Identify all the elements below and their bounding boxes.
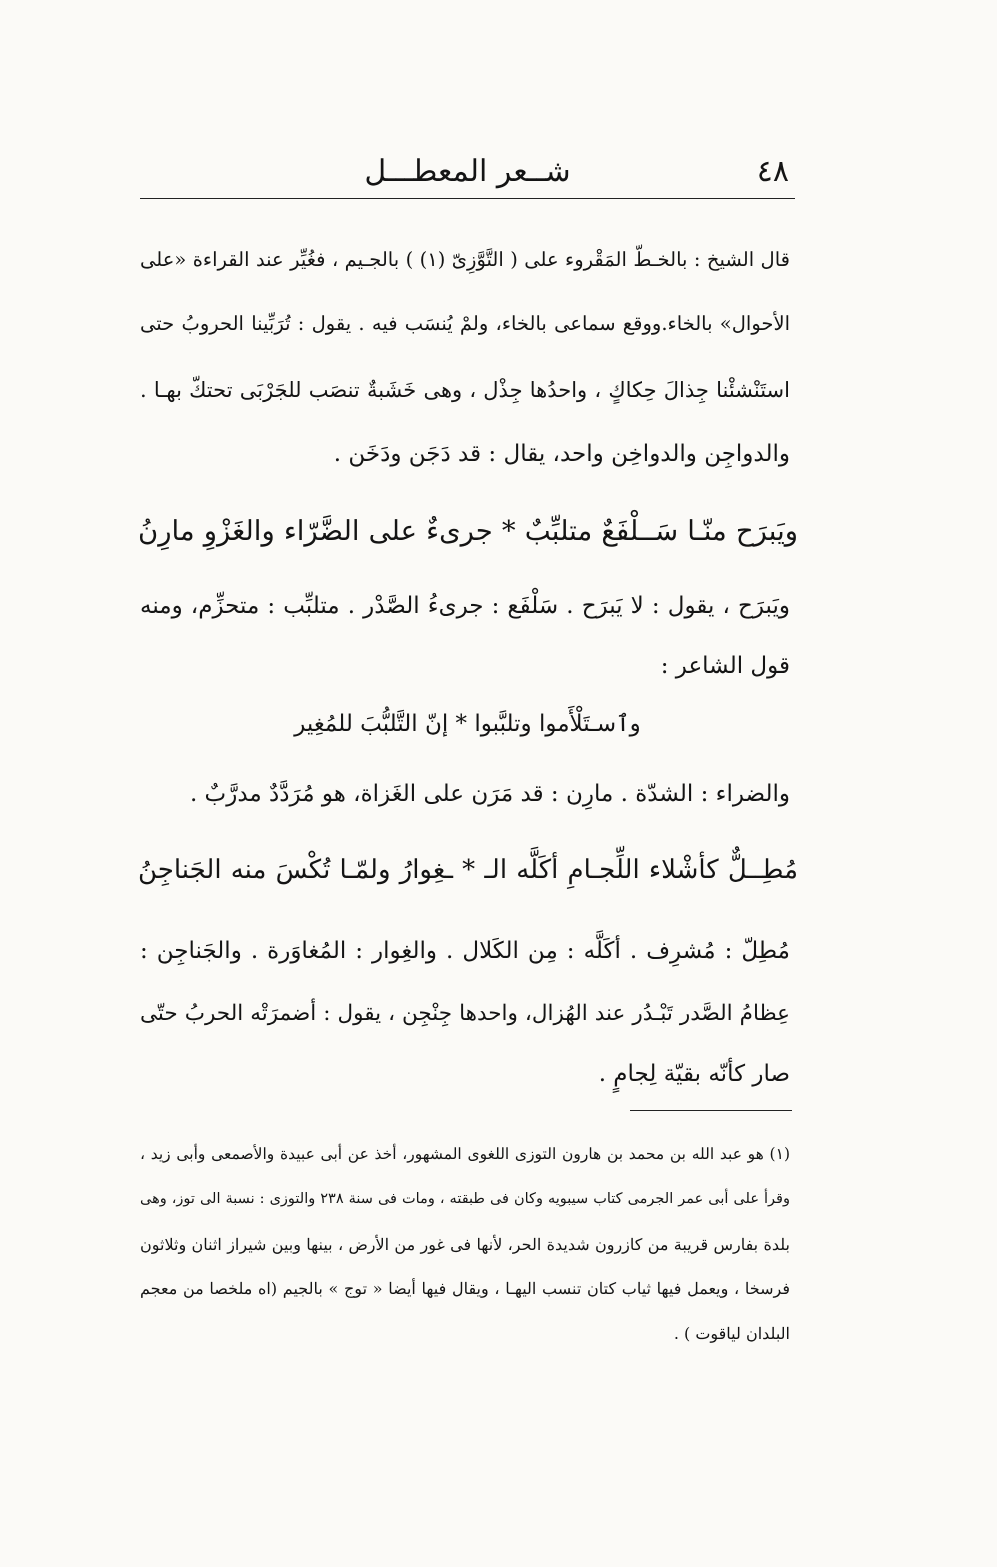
- page-header: [140, 150, 795, 200]
- body-line: عِظامُ الصَّدر تَبْـدُر عند الهُزال، واحدها جِنْجِن ، يقول : أضمرَتْه الحربُ حتّى: [140, 1001, 790, 1026]
- verse-line: ويَبرَح منّـا سَــلْفَعٌ متلبِّبٌ * جرىءٌ على الضَّرّاء والغَزْوِ مارِنُ: [138, 515, 798, 547]
- body-line: قال الشيخ : بالخـطّ المَقْروء على ( التَّوَّزِىّ (١) ) بالجـيم ، فغُيِّر عند القراءة «على: [140, 248, 790, 271]
- body-line: ويَبرَح ، يقول : لا يَبرَح . سَلْفَع : جرىءُ الصَّدْر . متلبِّب : متحزِّم، ومنه: [140, 593, 790, 619]
- body-line: استَنْشئْنا جِذالَ حِكاكٍ ، واحدُها جِذْل ، وهى خَشَبةٌ تنصَب للجَرْبَى تحتكّ بهـا .: [140, 378, 790, 402]
- body-line: صار كأنّه بقيّة لِجامٍ .: [598, 1061, 790, 1087]
- running-title: شــعر المعطـــل: [364, 154, 571, 189]
- footnote-line: بلدة بفارس قريبة من كازرون شديدة الحر، لأنها فى غور من الأرض ، بينها وبين شيراز اثنان وثلاثون: [140, 1235, 790, 1254]
- body-line: والضراء : الشدّة . مارِن : قد مَرَن على الغَزاة، هو مُرَدَّدٌ مدرَّبٌ .: [189, 781, 790, 807]
- cited-verse: وٱسـتَلْأَموا وتلبَّبوا * إنّ التَّلبُّبَ للمُغِير: [294, 711, 641, 737]
- footnote-rule: [630, 1110, 792, 1111]
- footnote-line: (١) هو عبد الله بن محمد بن هارون التوزى اللغوى المشهور، أخذ عن أبى عبيدة والأصمعى وأبى زيد ،: [140, 1145, 790, 1163]
- body-line: مُطِلّ : مُشرِف . أكَلَّه : مِن الكَلال . والغِوار : المُغاوَرة . والجَناجِن :: [140, 938, 790, 964]
- footnote-line: وقرأ على أبى عمر الجرمى كتاب سيبويه وكان فى طبقته ، ومات فى سنة ٢٣٨ والتوزى : نسبة الى توز، وهى: [140, 1191, 790, 1207]
- body-line: الأحوال» بالخاء.ووقع سماعى بالخاء، ولمْ يُنسَب فيه . يقول : تُرَبِّينا الحروبُ حتى: [140, 312, 790, 335]
- body-line: والدواجِن والدواخِن واحد، يقال : قد دَجَن ودَخَن .: [333, 441, 790, 467]
- header-rule: [140, 198, 795, 199]
- verse-line: مُطِــلٌّ كأشْلاء اللِّجـامِ أكَلَّه الـ * ـغِوارُ ولمّـا تُكْسَ منه الجَناجِنُ: [138, 855, 798, 885]
- footnote-line: البلدان لياقوت ) .: [673, 1324, 790, 1343]
- footnote-line: فرسخا ، ويعمل فيها ثياب كتان تنسب اليهـا ، ويقال فيها أيضا « توج » بالجيم (اه ملخصا من معجم: [140, 1279, 790, 1298]
- body-line: قول الشاعر :: [660, 653, 790, 679]
- page-number: ٤٨: [756, 154, 789, 189]
